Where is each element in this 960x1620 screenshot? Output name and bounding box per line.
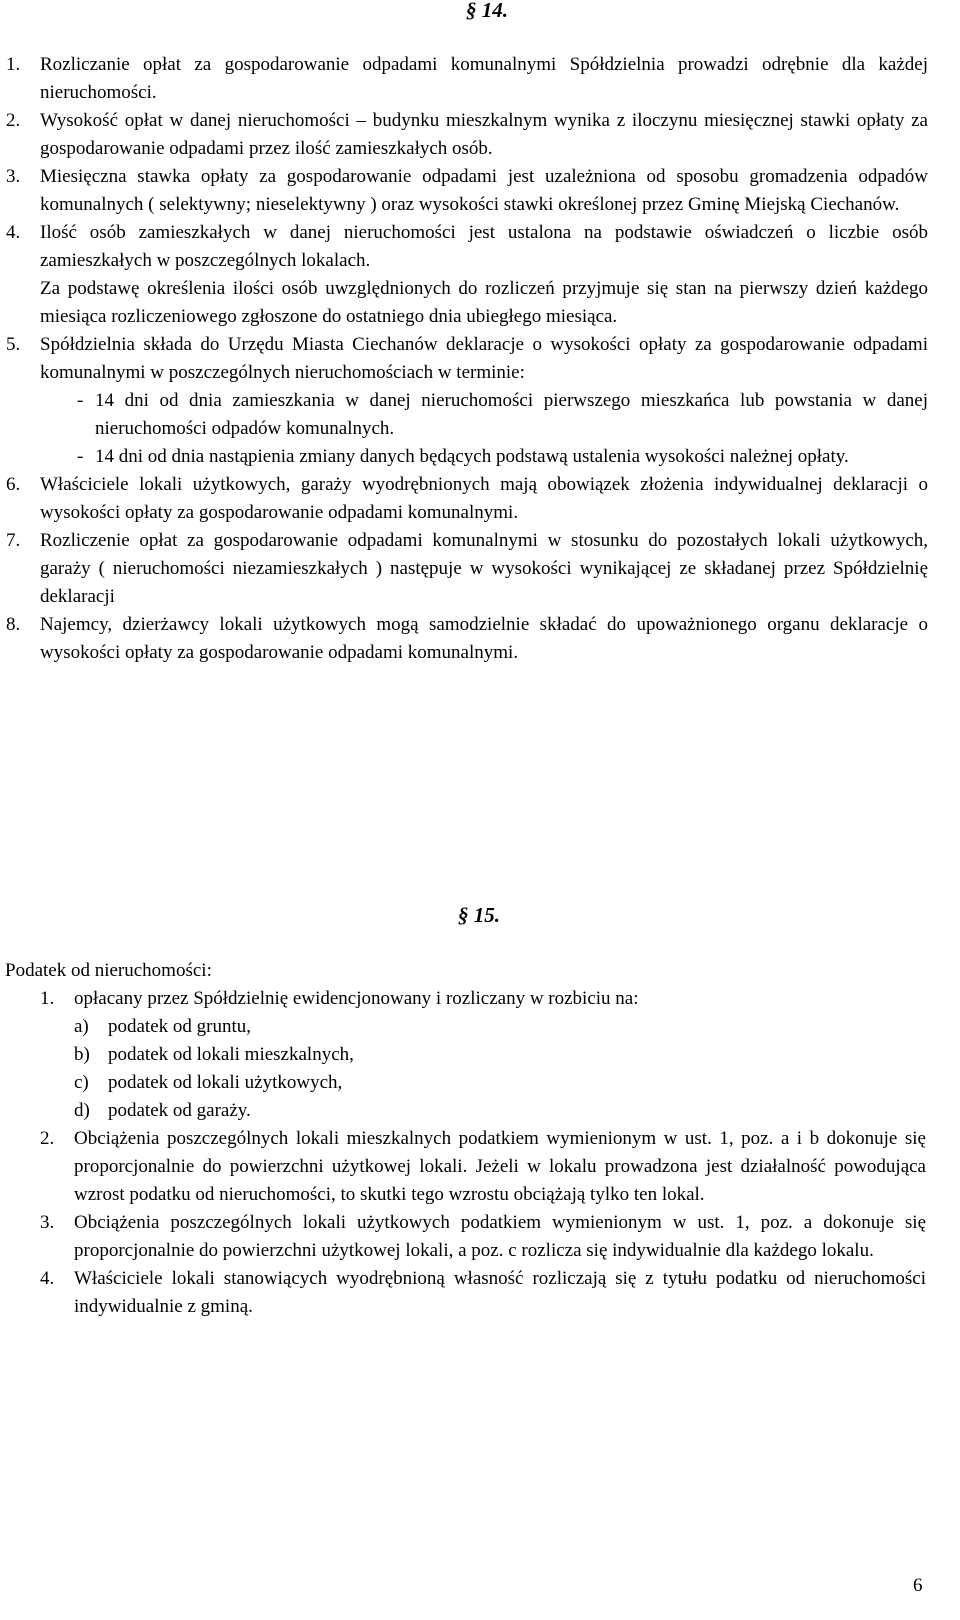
- item-text: Obciążenia poszczególnych lokali użytkowych podatkiem wymienionym w ust. 1, poz. a dokonuje się proporcjonalnie do powierzchni użytkowej lokali, a poz. c rozlicza się indywidualnie dla każdego lokalu.: [74, 1212, 926, 1261]
- sub-item: [0, 1069, 926, 1097]
- sub-item-text: podatek od lokali mieszkalnych,: [108, 1044, 354, 1065]
- sub-item: [0, 1013, 926, 1041]
- item-number: 4.: [6, 222, 21, 243]
- item-text: Właściciele lokali stanowiących wyodrębnioną własność rozliczają się z tytułu podatku od nieruchomości indywidualnie z gminą.: [74, 1268, 926, 1317]
- item-text: Najemcy, dzierżawcy lokali użytkowych mogą samodzielnie składać do upoważnionego organu deklaracje o wysokości opłaty za gospodarowanie odpadami komunalnymi.: [40, 614, 928, 663]
- list-item: [2, 163, 928, 219]
- item-number: 4.: [40, 1268, 55, 1289]
- bullet-text: 14 dni od dnia zamieszkania w danej nieruchomości pierwszego mieszkańca lub powstania w danej nieruchomości odpadów komunalnych.: [95, 390, 928, 439]
- page-number: 6: [913, 1575, 923, 1596]
- sub-item-letter: b): [74, 1044, 90, 1065]
- item-text: Właściciele lokali użytkowych, garaży wyodrębnionych mają obowiązek złożenia indywidualnej deklaracji o wysokości opłaty za gospodarowanie odpadami komunalnymi.: [40, 474, 928, 523]
- sub-item-letter: a): [74, 1016, 89, 1037]
- list-item: [0, 1209, 926, 1265]
- list-item: [2, 527, 928, 611]
- item-number: 3.: [40, 1212, 55, 1233]
- item-text: Wysokość opłat w danej nieruchomości – budynku mieszkalnym wynika z iloczynu miesięcznej stawki opłaty za gospodarowanie odpadami przez ilość zamieszkałych osób.: [40, 110, 928, 159]
- item-text: Rozliczenie opłat za gospodarowanie odpadami komunalnymi w stosunku do pozostałych lokali użytkowych, garaży ( nieruchomości niezamieszkałych ) następuje w wysokości wynikającej ze składanej przez Spółdzielnię deklaracji: [40, 530, 928, 607]
- bullet-item: [2, 387, 928, 443]
- item-number: 5.: [6, 334, 21, 355]
- item-number: 3.: [6, 166, 21, 187]
- list-item: [2, 611, 928, 667]
- bullet-item: [2, 443, 928, 471]
- item-text: Obciążenia poszczególnych lokali mieszkalnych podatkiem wymienionym w ust. 1, poz. a i b dokonuje się proporcjonalnie do powierzchni użytkowej lokali. Jeżeli w lokalu prowadzona jest działalność powodująca wzrost podatku od nieruchomości, to skutki tego wzrostu obciążają tylko ten lokal.: [74, 1128, 926, 1205]
- list-item: [2, 51, 928, 107]
- list-item: [0, 1265, 926, 1321]
- sub-item-letter: c): [74, 1072, 89, 1093]
- sub-item-text: podatek od lokali użytkowych,: [108, 1072, 343, 1093]
- sub-item: [0, 1041, 926, 1069]
- bullet-mark: -: [77, 446, 84, 467]
- list-item: [0, 985, 926, 1013]
- item-text: Miesięczna stawka opłaty za gospodarowanie odpadami jest uzależniona od sposobu gromadzenia odpadów komunalnych ( selektywny; nieselektywny ) oraz wysokości stawki określonej przez Gminę Miejską Ciechanów.: [40, 166, 928, 215]
- section-15-heading: § 15.: [458, 903, 500, 927]
- list-item: [0, 1125, 926, 1209]
- section-15-body: [0, 985, 926, 1321]
- sub-item-letter: d): [74, 1100, 90, 1121]
- item-text: opłacany przez Spółdzielnię ewidencjonowany i rozliczany w rozbiciu na:: [74, 988, 639, 1009]
- item-text: Ilość osób zamieszkałych w danej nieruchomości jest ustalona na podstawie oświadczeń o liczbie osób zamieszkałych w poszczególnych lokalach.: [40, 222, 928, 271]
- bullet-mark: -: [77, 390, 84, 411]
- section-14-body: [2, 51, 928, 667]
- item-number: 6.: [6, 474, 21, 495]
- item-text: Rozliczanie opłat za gospodarowanie odpadami komunalnymi Spółdzielnia prowadzi odrębnie dla każdej nieruchomości.: [40, 54, 928, 103]
- item-number: 1.: [40, 988, 55, 1009]
- item-number: 7.: [6, 530, 21, 551]
- item-continuation: Za podstawę określenia ilości osób uwzględnionych do rozliczeń przyjmuje się stan na pierwszy dzień każdego miesiąca rozliczeniowego zgłoszone do ostatniego dnia ubiegłego miesiąca.: [40, 278, 928, 327]
- sub-item: [0, 1097, 926, 1125]
- list-item: [2, 331, 928, 387]
- item-number: 8.: [6, 614, 21, 635]
- section-15-intro: Podatek od nieruchomości:: [5, 960, 212, 981]
- item-text: Spółdzielnia składa do Urzędu Miasta Ciechanów deklaracje o wysokości opłaty za gospodarowanie odpadami komunalnymi w poszczególnych nieruchomościach w terminie:: [40, 334, 928, 383]
- list-item: [2, 471, 928, 527]
- item-number: 2.: [6, 110, 21, 131]
- sub-item-text: podatek od garaży.: [108, 1100, 251, 1121]
- item-number: 2.: [40, 1128, 55, 1149]
- list-item: [2, 219, 928, 275]
- sub-item-text: podatek od gruntu,: [108, 1016, 252, 1037]
- item-number: 1.: [6, 54, 21, 75]
- bullet-text: 14 dni od dnia nastąpienia zmiany danych będących podstawą ustalenia wysokości należnej opłaty.: [95, 446, 849, 467]
- list-item: [2, 107, 928, 163]
- section-14-heading: § 14.: [466, 0, 508, 22]
